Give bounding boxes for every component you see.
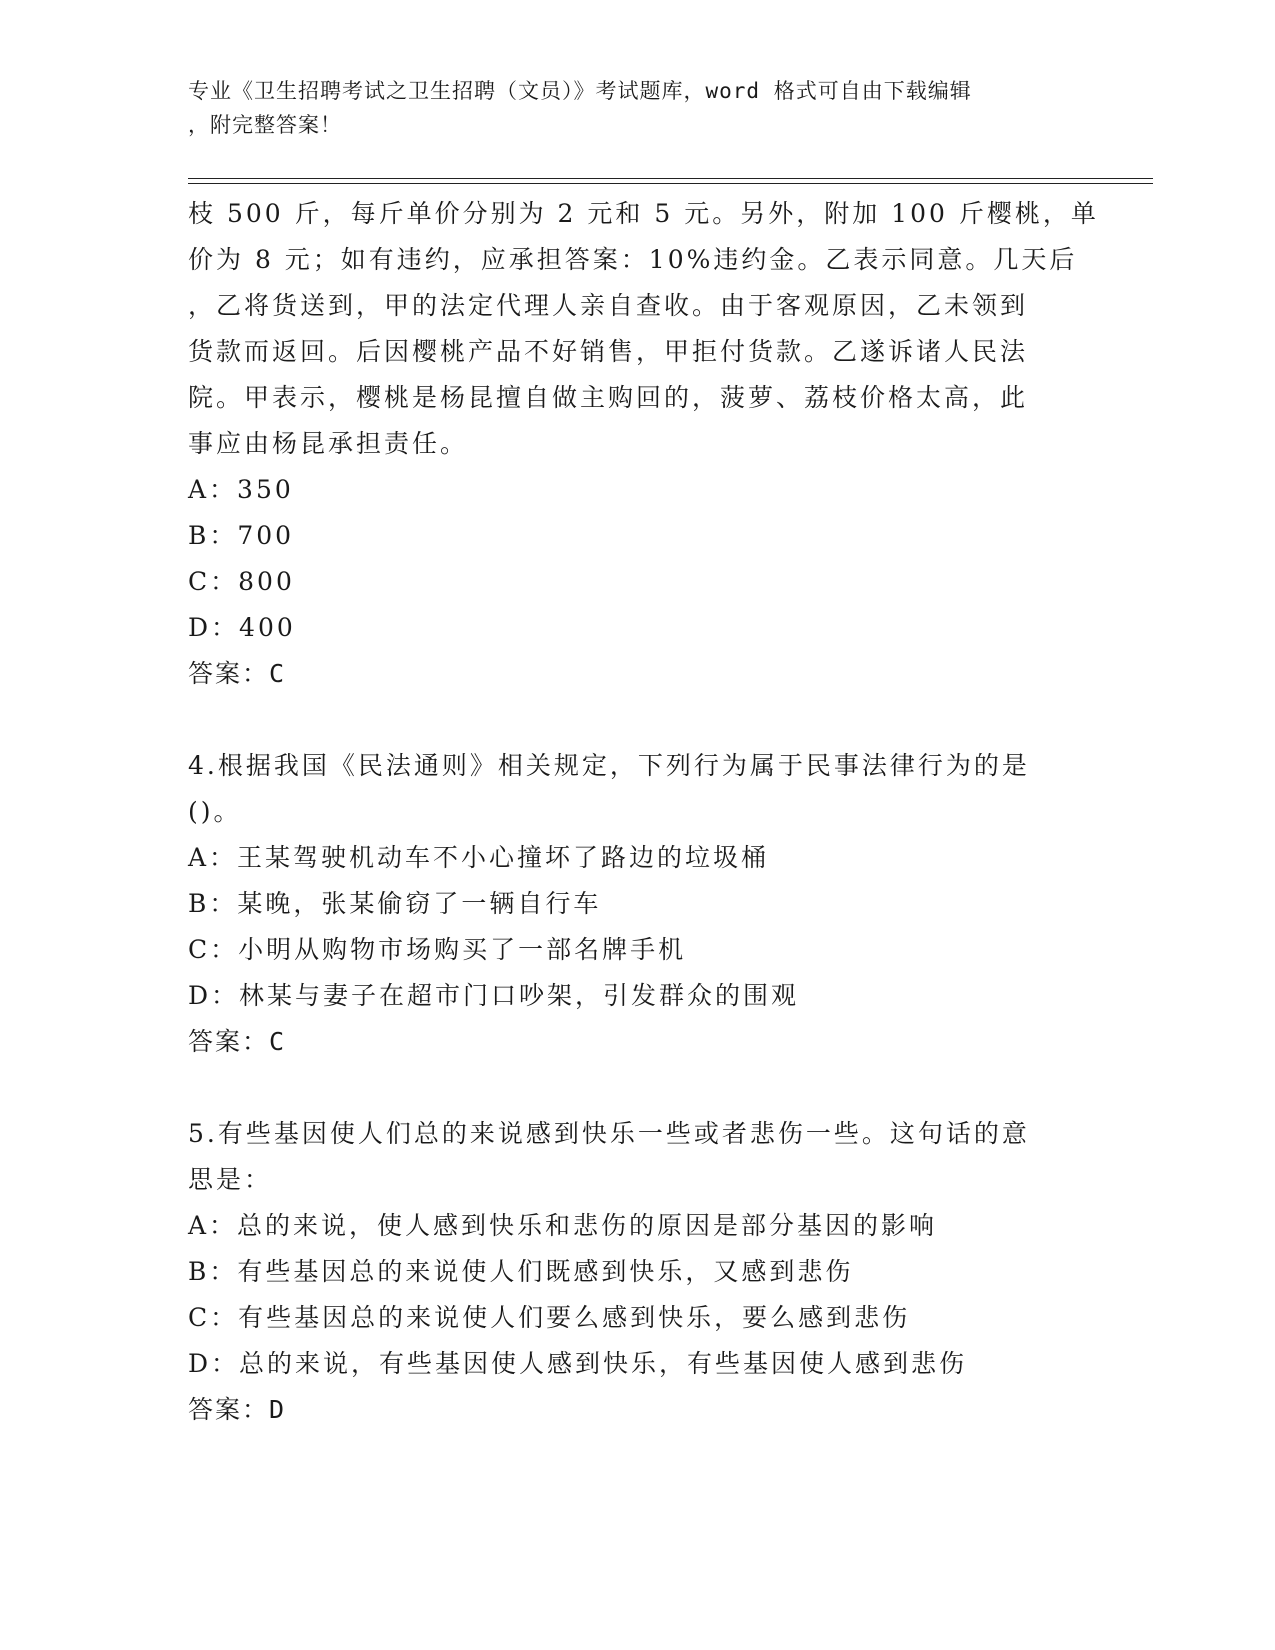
answer-line: [188, 1019, 1068, 1065]
question-text-line: 事应由杨昆承担责任。: [188, 429, 469, 458]
option-b: B：700: [188, 521, 295, 550]
question-5: [188, 1111, 1068, 1433]
answer-label: 答案：: [188, 1027, 270, 1056]
answer-value: C: [269, 1027, 287, 1056]
option-b: B：有些基因总的来说使人们既感到快乐，又感到悲伤: [188, 1257, 854, 1286]
question-text-line: 枝 500 斤，每斤单价分别为 2 元和 5 元。另外，附加 100 斤樱桃，单: [188, 199, 1099, 228]
answer-label: 答案：: [188, 659, 270, 688]
question-3-continuation: [188, 191, 1099, 697]
document-header: [188, 74, 1068, 142]
question-text-line: 价为 8 元；如有违约，应承担答案：10%违约金。乙表示同意。几天后: [188, 245, 1078, 274]
answer-label: 答案：: [188, 1395, 270, 1424]
option-a: A：350: [188, 475, 294, 504]
question-text-line: 院。甲表示，樱桃是杨昆擅自做主购回的，菠萝、荔枝价格太高，此: [188, 383, 1029, 412]
option-c: C：小明从购物市场购买了一部名牌手机: [188, 935, 687, 964]
option-d: D：400: [188, 613, 296, 642]
header-title-line-2: ，附完整答案！: [188, 113, 342, 137]
header-title-line-1: 专业《卫生招聘考试之卫生招聘（文员）》考试题库，word 格式可自由下载编辑: [188, 79, 972, 103]
header-divider-top: [188, 178, 1153, 179]
option-d: D：总的来说，有些基因使人感到快乐，有些基因使人感到悲伤: [188, 1349, 968, 1378]
question-stem-line: 5.有些基因使人们总的来说感到快乐一些或者悲伤一些。这句话的意: [188, 1119, 1030, 1148]
question-stem-line: ()。: [188, 797, 242, 826]
option-c: C：800: [188, 567, 295, 596]
option-c: C：有些基因总的来说使人们要么感到快乐，要么感到悲伤: [188, 1303, 911, 1332]
answer-value: D: [269, 1395, 287, 1424]
question-stem-line: 4.根据我国《民法通则》相关规定，下列行为属于民事法律行为的是: [188, 751, 1030, 780]
answer-value: C: [269, 659, 287, 688]
question-4: [188, 743, 1068, 1065]
question-spacer: [188, 697, 1068, 743]
question-content: [188, 191, 1099, 1433]
question-stem-line: 思是：: [188, 1165, 273, 1194]
header-divider-bottom: [188, 183, 1153, 184]
question-spacer: [188, 1065, 1068, 1111]
option-a: A：总的来说，使人感到快乐和悲伤的原因是部分基因的影响: [188, 1211, 938, 1240]
answer-line: [188, 651, 1068, 697]
option-b: B：某晚，张某偷窃了一辆自行车: [188, 889, 602, 918]
question-text-line: 货款而返回。后因樱桃产品不好销售，甲拒付货款。乙遂诉诸人民法: [188, 337, 1029, 366]
option-a: A：王某驾驶机动车不小心撞坏了路边的垃圾桶: [188, 843, 770, 872]
option-d: D：林某与妻子在超市门口吵架，引发群众的围观: [188, 981, 800, 1010]
question-text-line: ，乙将货送到，甲的法定代理人亲自查收。由于客观原因，乙未领到: [188, 291, 1029, 320]
answer-line: [188, 1387, 1068, 1433]
